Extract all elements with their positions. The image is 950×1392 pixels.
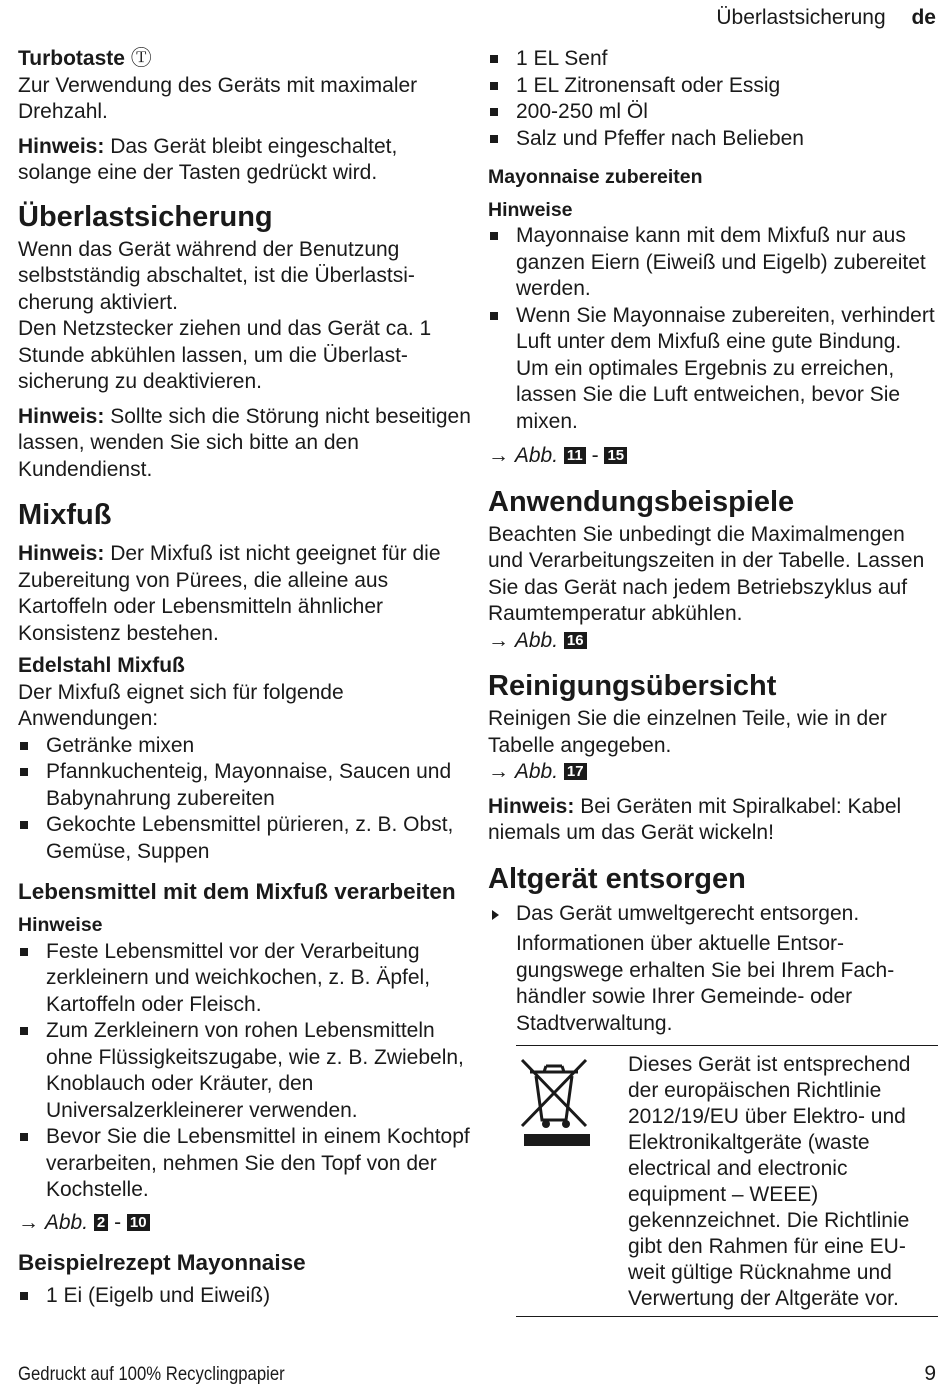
ueberlast-p2: Den Netzstecker ziehen und das Gerät ca. 1 Stunde abkühlen lassen, um die Überlastsicherung zu deaktivieren. xyxy=(18,317,432,393)
figure-number: 16 xyxy=(564,632,587,649)
list-item xyxy=(18,1018,472,1124)
altgeraet-info: Informationen über aktuelle Entsorgungswege erhalten Sie bei Ihrem Fachhändler sowie Ihrer Gemeinde- oder Stadtverwaltung. xyxy=(516,932,895,1035)
list-item-text: Bevor Sie die Lebensmittel in einem Kochtopf verarbeiten, nehmen Sie den Topf von der Kochstelle. xyxy=(46,1125,470,1201)
figure-number: 11 xyxy=(564,447,586,464)
arrow-icon: → xyxy=(488,760,509,783)
turbo-symbol-icon: Ⓣ xyxy=(130,47,152,70)
weee-text: Dieses Gerät ist entsprechend der europäischen Richtlinie 2012/19/EU über Elektro- und Elektronikaltgeräte (waste electrical and electronic equipment – WEEE) gekennzeichnet. Die Richtlinie gibt den Rahmen für eine EU-weit gültige Rücknahme und Verwertung der Altgeräte vor. xyxy=(628,1053,911,1310)
list-item xyxy=(18,1283,472,1310)
lebensmittel-list xyxy=(18,939,472,1204)
bullet-icon xyxy=(20,948,28,956)
ueberlast-p1: Wenn das Gerät während der Benutzung selbstständig abschaltet, ist die Überlastsicherung aktiviert. xyxy=(18,237,415,314)
arrow-icon: → xyxy=(488,628,509,652)
reinigung-text: Reinigen Sie die einzelnen Teile, wie in der Tabelle angegeben. xyxy=(488,707,887,757)
note-text: Das Gerät bleibt eingeschaltet, solange eine der Tasten gedrückt wird. xyxy=(18,134,398,184)
bullet-icon xyxy=(490,108,498,116)
hinweise-label: Hinweise xyxy=(488,198,573,221)
note-label: Hinweis: xyxy=(18,134,105,158)
bullet-icon xyxy=(20,821,28,829)
bullet-icon xyxy=(20,1027,28,1035)
figure-reference xyxy=(488,628,938,655)
list-item xyxy=(488,73,938,100)
right-column xyxy=(488,44,938,1317)
figure-number: 15 xyxy=(604,447,627,464)
list-item-text: Wenn Sie Mayonnaise zubereiten, verhindert Luft unter dem Mixfuß eine gute Bindung. Um ein optimales Ergebnis zu erreichen, lassen Sie die Luft entweichen, bevor Sie mixen. xyxy=(516,303,935,433)
altgeraet-heading: Altgerät entsorgen xyxy=(488,862,746,895)
turbo-note xyxy=(18,134,472,187)
rezept-list xyxy=(18,1283,472,1310)
weee-bin-icon xyxy=(516,1052,628,1312)
edelstahl-intro: Der Mixfuß eignet sich für folgende Anwendungen: xyxy=(18,680,344,730)
note-text: Bei Geräten mit Spiralkabel: Kabel niemals um das Gerät wickeln! xyxy=(488,794,902,844)
list-item-text: 1 EL Senf xyxy=(516,47,608,70)
arrow-icon: → xyxy=(18,1210,39,1234)
bullet-icon xyxy=(490,55,498,63)
figure-dash: - xyxy=(114,1210,122,1234)
list-item-text: 1 EL Zitronensaft oder Essig xyxy=(516,73,781,97)
list-item-text: 1 Ei (Eigelb und Eiweiß) xyxy=(46,1284,271,1307)
bullet-icon xyxy=(490,135,498,143)
list-item-text: Feste Lebensmittel vor der Verarbeitung zerkleinern und weichkochen, z. B. Äpfel, Kartoffeln oder Fleisch. xyxy=(46,939,431,1016)
list-item-text: Zum Zerkleinern von rohen Lebensmitteln ohne Flüssigkeitszugabe, wie z. B. Zwiebeln, Knoblauch oder Kräuter, den Universalzerkleinerer verwenden. xyxy=(46,1019,464,1122)
list-item xyxy=(18,939,472,1019)
list-item-text: Gekochte Lebensmittel pürieren, z. B. Obst, Gemüse, Suppen xyxy=(46,813,454,863)
bullet-icon xyxy=(490,82,498,90)
note-label: Hinweis: xyxy=(18,404,105,428)
edelstahl-heading: Edelstahl Mixfuß xyxy=(18,654,185,677)
zubereiten-list xyxy=(488,223,938,435)
figure-number: 17 xyxy=(564,763,587,780)
note-text: Der Mixfuß ist nicht geeignet für die Zubereitung von Pürees, die alleine aus Kartoffeln oder Lebensmitteln ähnlicher Konsistenz bestehen. xyxy=(18,542,441,645)
list-item-text: Salz und Pfeffer nach Belieben xyxy=(516,126,804,150)
figure-number: 2 xyxy=(94,1214,108,1231)
bullet-icon xyxy=(20,742,28,750)
figure-reference xyxy=(488,759,938,786)
figure-label: Abb. xyxy=(514,628,559,652)
edelstahl-list xyxy=(18,733,472,866)
altgeraet-steps xyxy=(488,901,938,928)
list-item xyxy=(488,46,938,73)
mixfuss-heading: Mixfuß xyxy=(18,499,112,531)
ueberlast-note xyxy=(18,404,472,484)
step-arrow-icon xyxy=(492,910,499,920)
reinigung-note xyxy=(488,794,938,847)
list-item xyxy=(18,733,472,760)
list-item-text: 200-250 ml Öl xyxy=(516,100,648,123)
list-item-text: Getränke mixen xyxy=(46,733,195,757)
hinweise-label: Hinweise xyxy=(18,914,103,936)
figure-label: Abb. xyxy=(44,1210,89,1234)
step-text: Das Gerät umweltgerecht entsorgen. xyxy=(516,901,860,925)
lebensmittel-heading: Lebensmittel mit dem Mixfuß verarbeiten xyxy=(18,879,456,904)
anwendung-heading: Anwendungsbeispiele xyxy=(488,485,795,518)
anwendung-text: Beachten Sie unbedingt die Maximalmengen und Verarbeitungszeiten in der Tabelle. Lassen Sie das Gerät nach jedem Betriebszyklus auf Raumtemperatur abkühlen. xyxy=(488,522,925,625)
figure-reference xyxy=(18,1210,472,1237)
bullet-icon xyxy=(20,1133,28,1141)
footer-printed: Gedruckt auf 100% Recyclingpapier xyxy=(18,1364,285,1385)
list-item xyxy=(488,223,938,303)
list-item-text: Mayonnaise kann mit dem Mixfuß nur aus ganzen Eiern (Eiweiß und Eigelb) zubereitet werden. xyxy=(516,224,926,300)
figure-label: Abb. xyxy=(514,444,559,467)
rezept-heading: Beispielrezept Mayonnaise xyxy=(18,1250,306,1275)
page-number: 9 xyxy=(924,1362,936,1385)
header-section-title: Überlastsicherung xyxy=(716,6,886,29)
list-item-text: Pfannkuchenteig, Mayonnaise, Saucen und Babynahrung zubereiten xyxy=(46,760,452,810)
list-item xyxy=(18,759,472,812)
zubereiten-heading: Mayonnaise zubereiten xyxy=(488,166,703,188)
figure-reference xyxy=(488,443,938,470)
note-label: Hinweis: xyxy=(488,794,575,818)
step-item xyxy=(488,901,938,928)
bullet-icon xyxy=(20,1292,28,1300)
left-column xyxy=(18,44,472,1310)
bullet-icon xyxy=(20,768,28,776)
rezept-list-continued xyxy=(488,46,938,152)
list-item xyxy=(18,1124,472,1204)
list-item xyxy=(488,99,938,126)
figure-number: 10 xyxy=(127,1214,150,1231)
reinigung-heading: Reinigungsübersicht xyxy=(488,670,777,702)
note-label: Hinweis: xyxy=(18,542,105,565)
list-item xyxy=(488,126,938,153)
note-text: Sollte sich die Störung nicht beseitigen lassen, wenden Sie sich bitte an den Kundendienst. xyxy=(18,404,471,481)
turbo-title: Turbotaste xyxy=(18,47,125,70)
weee-notice xyxy=(516,1045,938,1317)
ueberlast-heading: Überlastsicherung xyxy=(18,200,273,233)
page-header xyxy=(716,6,936,30)
turbo-heading xyxy=(18,46,472,73)
figure-dash: - xyxy=(591,444,599,467)
turbo-text: Zur Verwendung des Geräts mit maximaler Drehzahl. xyxy=(18,73,418,123)
arrow-icon: → xyxy=(488,444,509,467)
bullet-icon xyxy=(490,232,498,240)
list-item xyxy=(488,303,938,436)
header-language: de xyxy=(911,6,936,29)
figure-label: Abb. xyxy=(514,760,559,783)
mixfuss-note xyxy=(18,541,472,647)
bullet-icon xyxy=(490,312,498,320)
list-item xyxy=(18,812,472,865)
